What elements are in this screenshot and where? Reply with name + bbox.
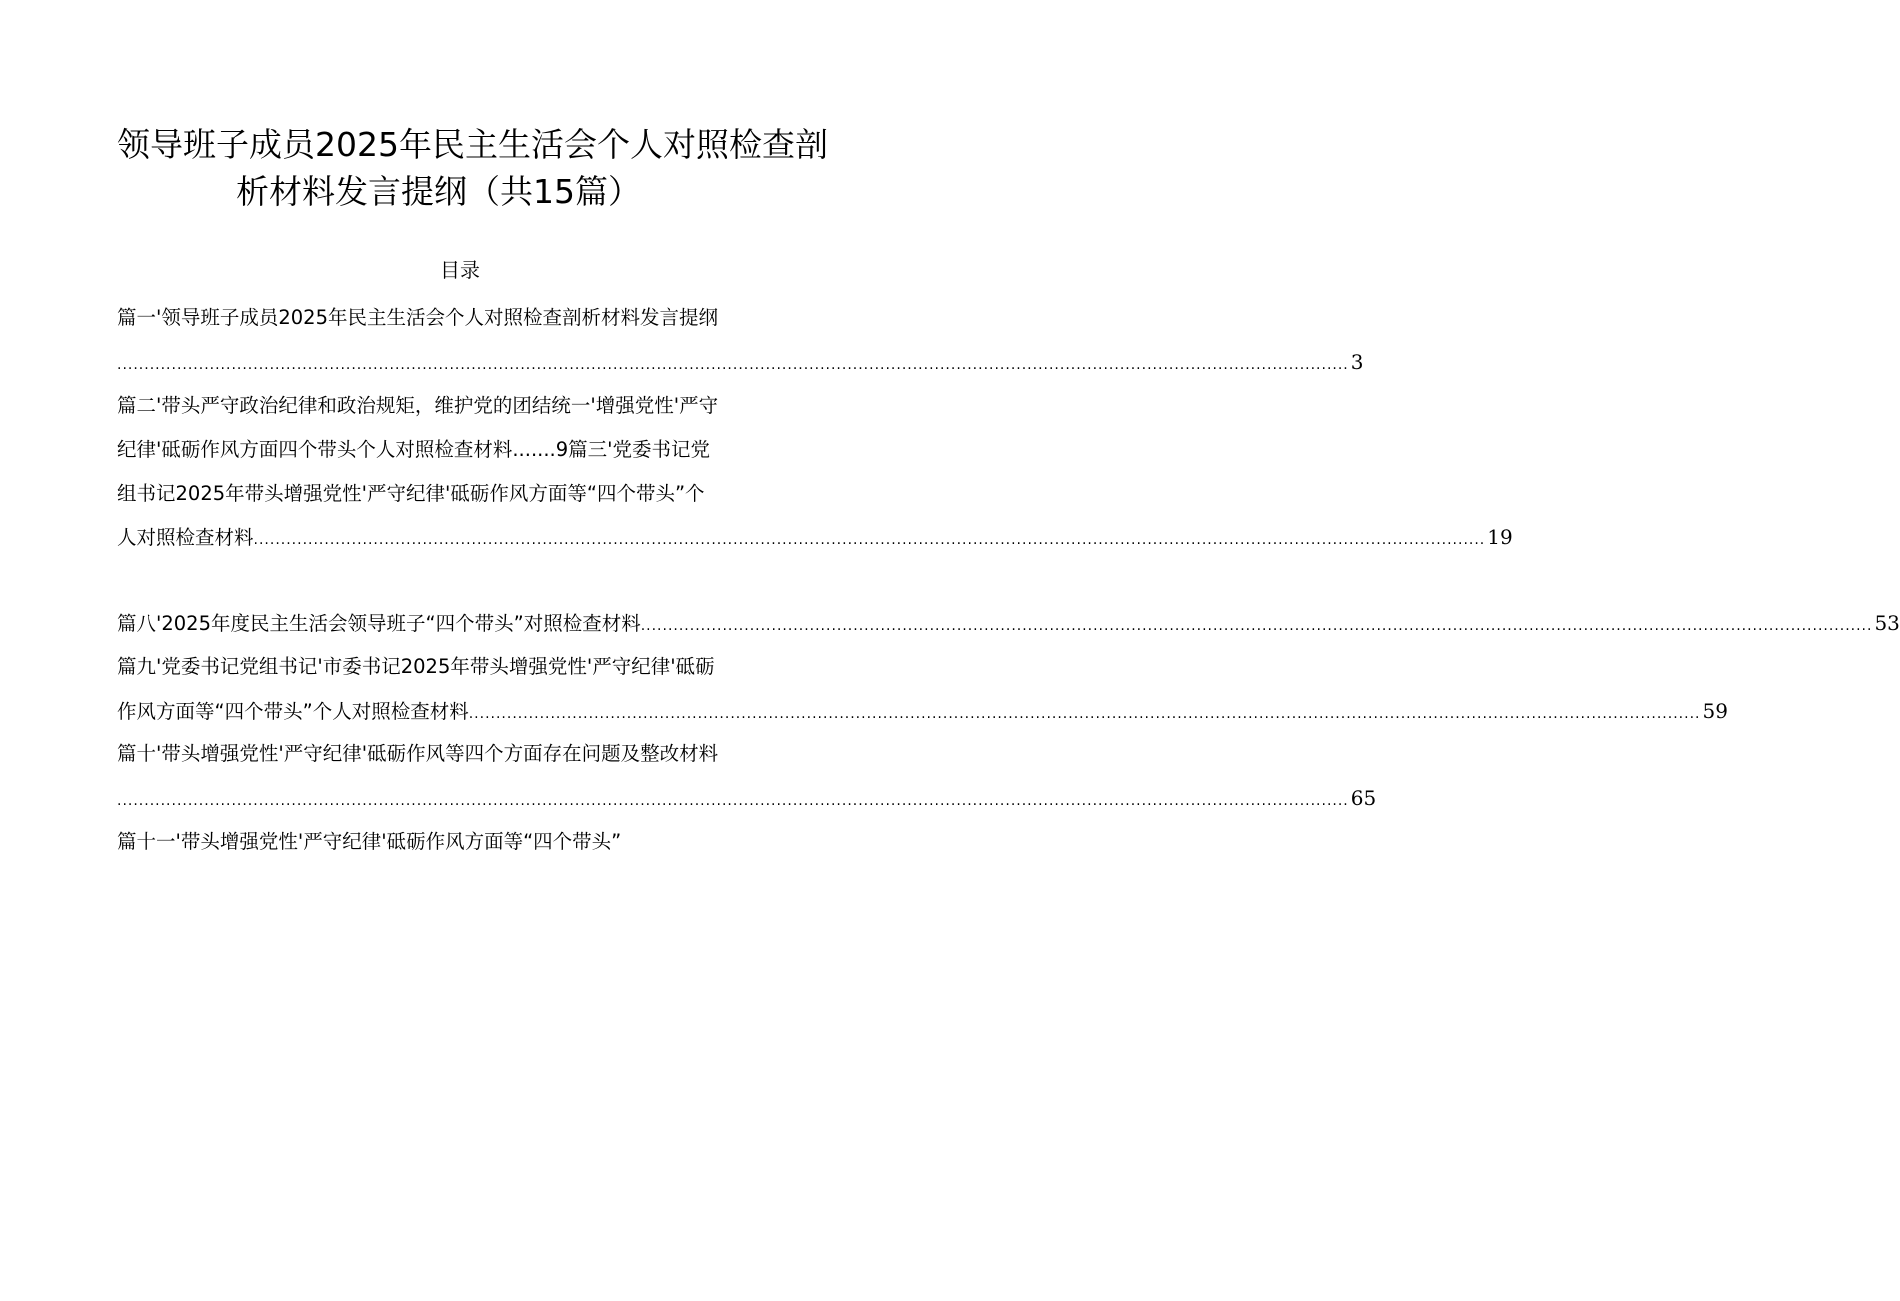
toc-entry-text: 篇九'党委书记党组书记'市委书记2025年带头增强党性'严守纪律'砥砺	[117, 655, 715, 678]
toc-entry-9-line-1[interactable]	[117, 652, 827, 682]
toc-page-number: 19	[1487, 525, 1513, 549]
document-title-line-1: 领导班子成员2025年民主生活会个人对照检查剖	[117, 125, 828, 164]
toc-entry-8[interactable]	[117, 608, 1900, 641]
document-title-line-2: 析材料发言提纲（共15篇）	[236, 172, 641, 211]
toc-leader-dots: ..................................................................................................................................................................................................................................	[468, 706, 1701, 722]
toc-entry-9-line-2[interactable]	[117, 696, 1728, 729]
toc-leader-dots: ..................................................................................................................................................................................................................................	[640, 618, 1873, 634]
toc-entry-text: 纪律'砥砺作风方面四个带头个人对照检查材料.......9篇三'党委书记党	[117, 438, 711, 461]
toc-entry-text: 人对照检查材料	[117, 526, 254, 549]
toc-heading: 目录	[440, 258, 480, 282]
toc-entry-1-line-1[interactable]	[117, 303, 827, 333]
toc-entry-10-line-1[interactable]	[117, 739, 827, 769]
toc-entry-10-line-2[interactable]	[117, 783, 1377, 816]
toc-entry-11[interactable]	[117, 827, 827, 857]
toc-leader-dots: ..................................................................................................................................................................................................................................	[117, 357, 1349, 373]
toc-entry-text: 篇八'2025年度民主生活会领导班子“四个带头”对照检查材料	[117, 612, 641, 635]
toc-entry-2-line-1[interactable]	[117, 391, 827, 421]
toc-page-number: 65	[1350, 786, 1377, 810]
toc-entry-text: 组书记2025年带头增强党性'严守纪律'砥砺作风方面等“四个带头”个	[117, 482, 705, 505]
toc-entry-text: 篇十一'带头增强党性'严守纪律'砥砺作风方面等“四个带头”	[117, 830, 622, 853]
toc-page-number: 53	[1874, 611, 1900, 635]
toc-entry-3-line-3[interactable]	[117, 522, 1513, 555]
toc-page-number: 59	[1702, 699, 1728, 723]
toc-leader-dots: ..................................................................................................................................................................................................................................	[117, 793, 1349, 809]
toc-entry-1-line-2[interactable]	[117, 347, 1364, 380]
toc-entry-2-line-2[interactable]	[117, 435, 827, 465]
toc-page-number: 3	[1350, 350, 1364, 374]
toc-entry-text: 篇二'带头严守政治纪律和政治规矩，维护党的团结统一'增强党性'严守	[117, 394, 719, 417]
toc-entry-text: 篇一'领导班子成员2025年民主生活会个人对照检查剖析材料发言提纲	[117, 306, 718, 329]
toc-entry-text: 篇十'带头增强党性'严守纪律'砥砺作风等四个方面存在问题及整改材料	[117, 742, 719, 765]
toc-entry-3-line-2[interactable]	[117, 479, 827, 509]
toc-entry-text: 作风方面等“四个带头”个人对照检查材料	[117, 700, 469, 723]
toc-leader-dots: ..................................................................................................................................................................................................................................	[253, 532, 1486, 548]
